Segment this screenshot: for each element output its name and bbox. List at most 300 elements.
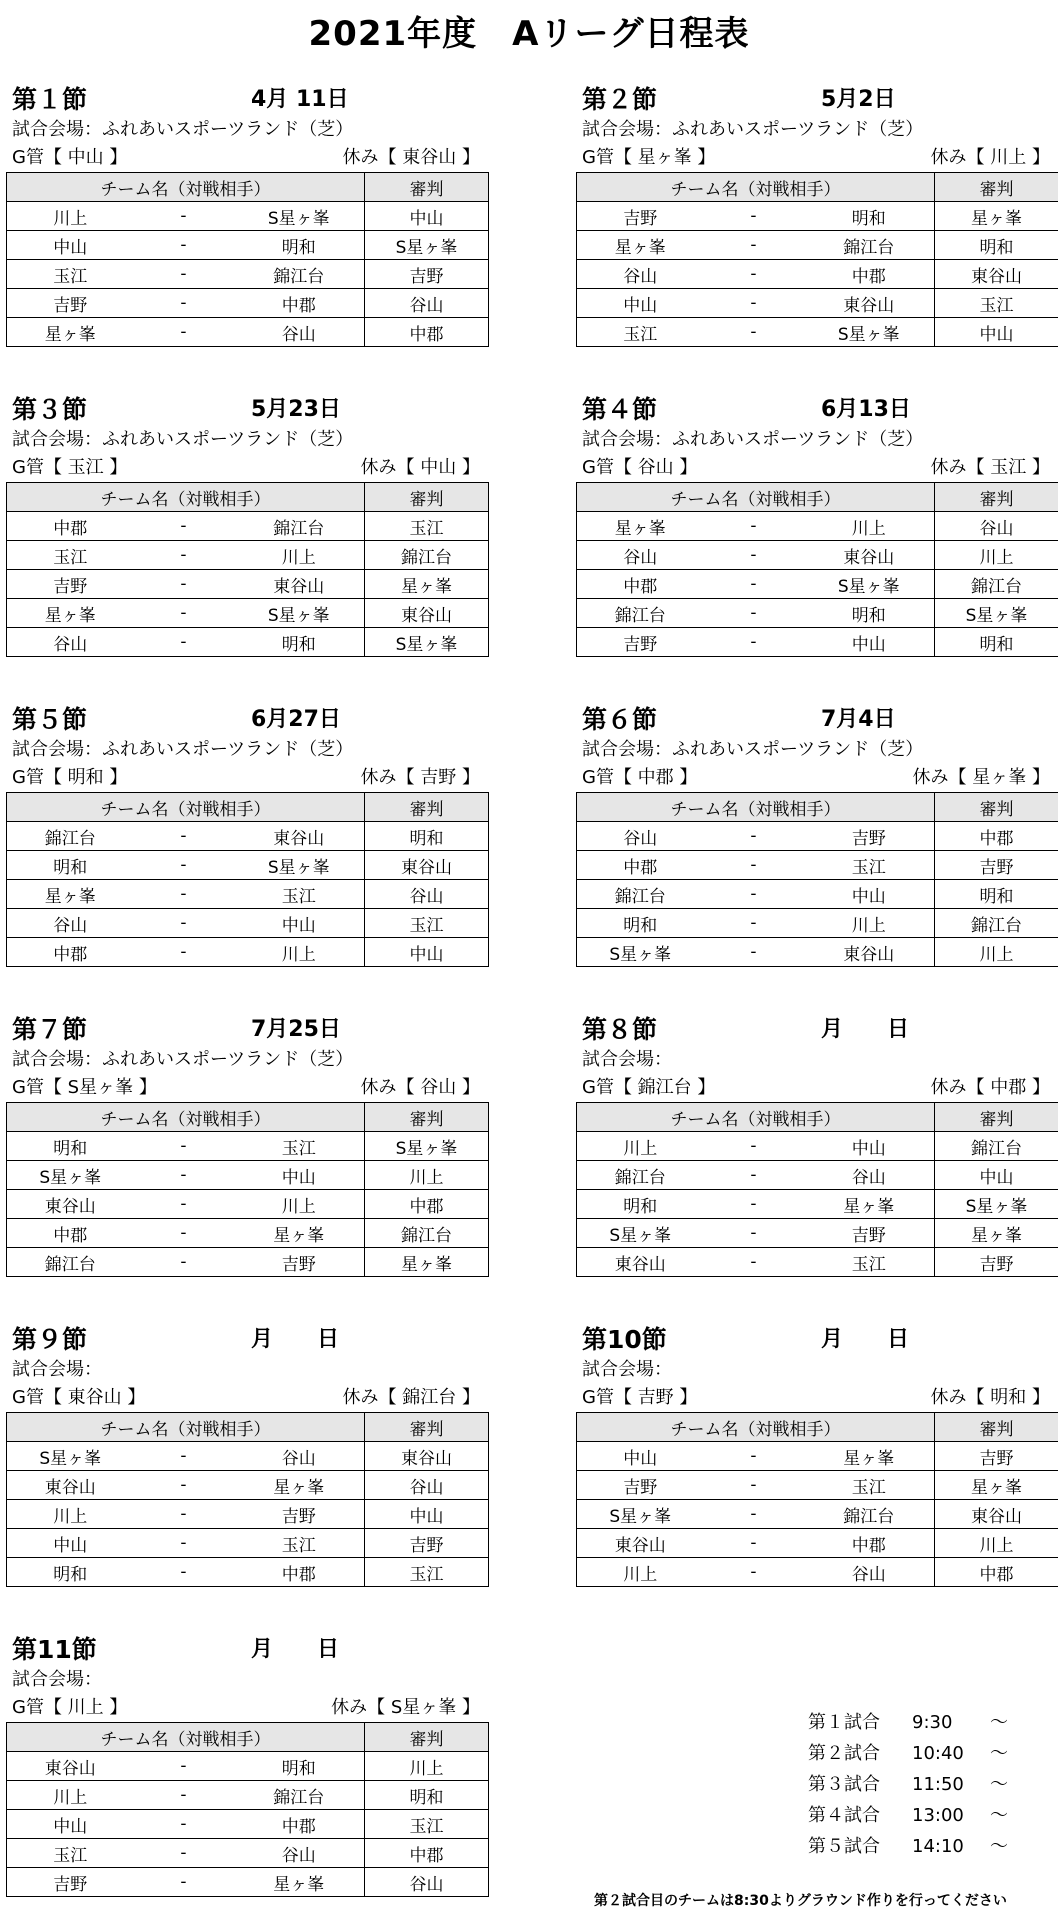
table-header-row bbox=[577, 173, 1058, 202]
table-header-row bbox=[7, 1723, 489, 1752]
round-date: 6月27日 bbox=[251, 707, 341, 732]
team-away: 谷山 bbox=[234, 318, 365, 347]
header-teams: チーム名（対戦相手） bbox=[7, 793, 365, 822]
team-home: 中山 bbox=[7, 1810, 134, 1839]
team-home: 錦江台 bbox=[577, 599, 704, 628]
team-away: 明和 bbox=[234, 231, 365, 260]
rest-team: 休み【 中山 】 bbox=[360, 457, 480, 478]
team-home: 明和 bbox=[577, 1190, 704, 1219]
team-home: 星ヶ峯 bbox=[7, 318, 134, 347]
round-name: 第７節 bbox=[12, 1015, 88, 1044]
referee: 明和 bbox=[935, 880, 1058, 909]
table-row bbox=[577, 541, 1058, 570]
referee: 中山 bbox=[365, 938, 489, 967]
table-row bbox=[577, 1161, 1058, 1190]
vs-dash: - bbox=[704, 1248, 804, 1277]
schedule-table bbox=[6, 1102, 489, 1277]
time-label: 第１試合 bbox=[808, 1712, 880, 1733]
time-label: 第５試合 bbox=[808, 1836, 880, 1857]
vs-dash: - bbox=[134, 1500, 234, 1529]
header-referee: 審判 bbox=[365, 173, 489, 202]
table-row bbox=[7, 851, 489, 880]
team-away: 川上 bbox=[234, 541, 365, 570]
schedule-table bbox=[576, 172, 1058, 347]
team-away: 星ヶ峯 bbox=[234, 1219, 365, 1248]
header-referee: 審判 bbox=[365, 1413, 489, 1442]
time-value: 14:10 bbox=[912, 1836, 964, 1857]
team-away: 中郡 bbox=[234, 289, 365, 318]
team-away: 明和 bbox=[234, 628, 365, 657]
team-home: 川上 bbox=[7, 1781, 134, 1810]
vs-dash: - bbox=[134, 202, 234, 231]
round-duty bbox=[6, 454, 488, 482]
header-teams: チーム名（対戦相手） bbox=[577, 1103, 935, 1132]
header-referee: 審判 bbox=[365, 793, 489, 822]
team-away: 玉江 bbox=[804, 851, 935, 880]
team-home: 吉野 bbox=[577, 1471, 704, 1500]
round-name: 第10節 bbox=[582, 1325, 667, 1354]
team-home: 星ヶ峯 bbox=[7, 880, 134, 909]
team-away: 明和 bbox=[804, 599, 935, 628]
table-row bbox=[577, 909, 1058, 938]
rest-team: 休み【 星ヶ峯 】 bbox=[912, 767, 1050, 788]
referee: 吉野 bbox=[935, 1248, 1058, 1277]
team-home: 明和 bbox=[7, 1132, 134, 1161]
time-tilde: ～ bbox=[990, 1774, 1008, 1795]
table-row bbox=[7, 512, 489, 541]
team-home: 吉野 bbox=[577, 628, 704, 657]
round-venue: 試合会場： bbox=[582, 1359, 672, 1380]
round-duty bbox=[6, 764, 488, 792]
table-row bbox=[7, 1219, 489, 1248]
time-tilde: ～ bbox=[990, 1805, 1008, 1826]
team-home: 中山 bbox=[577, 289, 704, 318]
ground-manager: G管【 吉野 】 bbox=[582, 1387, 698, 1408]
round-duty bbox=[576, 1384, 1058, 1412]
table-row bbox=[577, 202, 1058, 231]
vs-dash: - bbox=[704, 938, 804, 967]
table-row bbox=[577, 599, 1058, 628]
table-header-row bbox=[577, 1103, 1058, 1132]
vs-dash: - bbox=[134, 260, 234, 289]
referee: S星ヶ峯 bbox=[935, 1190, 1058, 1219]
vs-dash: - bbox=[704, 289, 804, 318]
time-value: 10:40 bbox=[912, 1743, 964, 1764]
team-away: 玉江 bbox=[804, 1471, 935, 1500]
table-row bbox=[577, 260, 1058, 289]
round-header bbox=[576, 1320, 1058, 1356]
team-away: 星ヶ峯 bbox=[804, 1190, 935, 1219]
vs-dash: - bbox=[704, 1161, 804, 1190]
referee: 中郡 bbox=[935, 822, 1058, 851]
team-away: S星ヶ峯 bbox=[804, 570, 935, 599]
table-row bbox=[577, 880, 1058, 909]
team-home: 谷山 bbox=[577, 260, 704, 289]
table-header-row bbox=[7, 1413, 489, 1442]
referee: 星ヶ峯 bbox=[935, 1471, 1058, 1500]
team-home: 錦江台 bbox=[7, 822, 134, 851]
table-row bbox=[7, 822, 489, 851]
rest-team: 休み【 中郡 】 bbox=[930, 1077, 1050, 1098]
round-name: 第４節 bbox=[582, 395, 658, 424]
vs-dash: - bbox=[134, 1529, 234, 1558]
time-label: 第３試合 bbox=[808, 1774, 880, 1795]
referee: 星ヶ峯 bbox=[935, 1219, 1058, 1248]
schedule-table bbox=[576, 1102, 1058, 1277]
vs-dash: - bbox=[704, 1219, 804, 1248]
round-name: 第６節 bbox=[582, 705, 658, 734]
header-referee: 審判 bbox=[935, 1413, 1058, 1442]
team-away: 中山 bbox=[804, 880, 935, 909]
table-row bbox=[7, 1442, 489, 1471]
vs-dash: - bbox=[134, 541, 234, 570]
rest-team: 休み【 東谷山 】 bbox=[342, 147, 480, 168]
round-block bbox=[6, 1010, 488, 1277]
round-block bbox=[6, 700, 488, 967]
team-away: 川上 bbox=[804, 909, 935, 938]
table-header-row bbox=[7, 793, 489, 822]
round-venue: 試合会場： bbox=[12, 1359, 102, 1380]
table-row bbox=[7, 1471, 489, 1500]
table-row bbox=[577, 822, 1058, 851]
round-venue: 試合会場：ふれあいスポーツランド（芝） bbox=[12, 429, 354, 450]
ground-manager: G管【 玉江 】 bbox=[12, 457, 128, 478]
round-duty bbox=[6, 1694, 488, 1722]
schedule-table bbox=[576, 1412, 1058, 1587]
ground-manager: G管【 星ヶ峯 】 bbox=[582, 147, 716, 168]
referee: 明和 bbox=[935, 231, 1058, 260]
team-away: 東谷山 bbox=[234, 570, 365, 599]
round-duty bbox=[576, 144, 1058, 172]
vs-dash: - bbox=[704, 202, 804, 231]
referee: 吉野 bbox=[935, 851, 1058, 880]
time-row bbox=[808, 1800, 1018, 1831]
schedule-table bbox=[576, 792, 1058, 967]
round-name: 第２節 bbox=[582, 85, 658, 114]
table-row bbox=[7, 1190, 489, 1219]
header-teams: チーム名（対戦相手） bbox=[7, 1103, 365, 1132]
team-home: 川上 bbox=[577, 1132, 704, 1161]
referee: S星ヶ峯 bbox=[365, 1132, 489, 1161]
round-block bbox=[6, 80, 488, 347]
rest-team: 休み【 S星ヶ峯 】 bbox=[331, 1697, 480, 1718]
team-home: 東谷山 bbox=[7, 1471, 134, 1500]
team-away: 東谷山 bbox=[804, 938, 935, 967]
vs-dash: - bbox=[134, 1752, 234, 1781]
time-row bbox=[808, 1738, 1018, 1769]
round-name: 第５節 bbox=[12, 705, 88, 734]
round-name: 第３節 bbox=[12, 395, 88, 424]
team-away: S星ヶ峯 bbox=[234, 202, 365, 231]
vs-dash: - bbox=[134, 1781, 234, 1810]
round-block bbox=[6, 390, 488, 657]
time-tilde: ～ bbox=[990, 1712, 1008, 1733]
team-home: 谷山 bbox=[7, 909, 134, 938]
team-home: 玉江 bbox=[7, 260, 134, 289]
referee: 中山 bbox=[365, 1500, 489, 1529]
round-venue: 試合会場：ふれあいスポーツランド（芝） bbox=[12, 119, 354, 140]
referee: 谷山 bbox=[365, 289, 489, 318]
referee: 明和 bbox=[935, 628, 1058, 657]
ground-manager: G管【 錦江台 】 bbox=[582, 1077, 716, 1098]
table-row bbox=[577, 1500, 1058, 1529]
table-row bbox=[7, 541, 489, 570]
schedule-table bbox=[6, 1412, 489, 1587]
vs-dash: - bbox=[704, 318, 804, 347]
table-row bbox=[577, 1248, 1058, 1277]
referee: 吉野 bbox=[935, 1442, 1058, 1471]
time-value: 11:50 bbox=[912, 1774, 964, 1795]
time-value: 13:00 bbox=[912, 1805, 964, 1826]
header-referee: 審判 bbox=[935, 483, 1058, 512]
round-date: 月 日 bbox=[821, 1017, 910, 1042]
vs-dash: - bbox=[704, 1500, 804, 1529]
vs-dash: - bbox=[134, 1839, 234, 1868]
team-away: 星ヶ峯 bbox=[234, 1868, 365, 1897]
team-away: 吉野 bbox=[804, 822, 935, 851]
round-duty bbox=[6, 144, 488, 172]
table-row bbox=[7, 880, 489, 909]
team-away: 中郡 bbox=[804, 1529, 935, 1558]
vs-dash: - bbox=[704, 1442, 804, 1471]
team-home: 東谷山 bbox=[577, 1529, 704, 1558]
round-block bbox=[576, 1320, 1058, 1587]
table-row bbox=[577, 1471, 1058, 1500]
schedule-table bbox=[576, 482, 1058, 657]
vs-dash: - bbox=[134, 289, 234, 318]
team-home: 中郡 bbox=[7, 938, 134, 967]
team-away: 明和 bbox=[804, 202, 935, 231]
vs-dash: - bbox=[134, 599, 234, 628]
team-away: 吉野 bbox=[234, 1248, 365, 1277]
referee: 中郡 bbox=[365, 318, 489, 347]
team-home: 吉野 bbox=[7, 1868, 134, 1897]
table-header-row bbox=[7, 483, 489, 512]
team-away: 川上 bbox=[234, 1190, 365, 1219]
time-row bbox=[808, 1707, 1018, 1738]
team-away: S星ヶ峯 bbox=[804, 318, 935, 347]
team-away: 錦江台 bbox=[234, 1781, 365, 1810]
referee: 中山 bbox=[935, 1161, 1058, 1190]
ground-manager: G管【 S星ヶ峯 】 bbox=[12, 1077, 157, 1098]
team-home: 東谷山 bbox=[7, 1190, 134, 1219]
header-referee: 審判 bbox=[935, 1103, 1058, 1132]
table-row bbox=[577, 1442, 1058, 1471]
team-home: 川上 bbox=[7, 1500, 134, 1529]
table-header-row bbox=[577, 1413, 1058, 1442]
round-name: 第９節 bbox=[12, 1325, 88, 1354]
team-away: 中郡 bbox=[804, 260, 935, 289]
referee: 中山 bbox=[935, 318, 1058, 347]
page-title: 2021年度 Aリーグ日程表 bbox=[308, 14, 750, 54]
round-block bbox=[576, 700, 1058, 967]
round-duty bbox=[576, 454, 1058, 482]
team-away: 吉野 bbox=[234, 1500, 365, 1529]
vs-dash: - bbox=[134, 318, 234, 347]
round-header bbox=[576, 1010, 1058, 1046]
round-venue: 試合会場：ふれあいスポーツランド（芝） bbox=[12, 1049, 354, 1070]
team-away: 谷山 bbox=[234, 1839, 365, 1868]
team-home: 川上 bbox=[577, 1558, 704, 1587]
team-away: 玉江 bbox=[234, 1529, 365, 1558]
team-away: 玉江 bbox=[234, 880, 365, 909]
round-duty bbox=[6, 1074, 488, 1102]
team-away: S星ヶ峯 bbox=[234, 851, 365, 880]
table-row bbox=[7, 1248, 489, 1277]
team-home: 中山 bbox=[577, 1442, 704, 1471]
vs-dash: - bbox=[704, 512, 804, 541]
table-row bbox=[577, 1529, 1058, 1558]
vs-dash: - bbox=[134, 938, 234, 967]
team-home: 中郡 bbox=[7, 512, 134, 541]
table-row bbox=[7, 260, 489, 289]
referee: 東谷山 bbox=[365, 1442, 489, 1471]
referee: 中山 bbox=[365, 202, 489, 231]
time-tilde: ～ bbox=[990, 1836, 1008, 1857]
ground-manager: G管【 中郡 】 bbox=[582, 767, 698, 788]
table-row bbox=[577, 1558, 1058, 1587]
round-venue: 試合会場：ふれあいスポーツランド（芝） bbox=[582, 739, 924, 760]
round-date: 7月25日 bbox=[251, 1017, 341, 1042]
referee: 谷山 bbox=[365, 1868, 489, 1897]
table-row bbox=[7, 202, 489, 231]
header-teams: チーム名（対戦相手） bbox=[7, 1723, 365, 1752]
table-row bbox=[577, 1190, 1058, 1219]
rest-team: 休み【 明和 】 bbox=[930, 1387, 1050, 1408]
round-header bbox=[576, 390, 1058, 426]
referee: 川上 bbox=[935, 938, 1058, 967]
team-away: 吉野 bbox=[804, 1219, 935, 1248]
team-home: 中郡 bbox=[577, 851, 704, 880]
team-away: 中山 bbox=[234, 1161, 365, 1190]
table-row bbox=[7, 570, 489, 599]
referee: 玉江 bbox=[365, 909, 489, 938]
referee: 明和 bbox=[365, 822, 489, 851]
team-home: 東谷山 bbox=[7, 1752, 134, 1781]
table-row bbox=[577, 1219, 1058, 1248]
table-header-row bbox=[577, 793, 1058, 822]
round-venue: 試合会場： bbox=[582, 1049, 672, 1070]
time-tilde: ～ bbox=[990, 1743, 1008, 1764]
team-away: 中郡 bbox=[234, 1558, 365, 1587]
referee: 錦江台 bbox=[935, 1132, 1058, 1161]
team-away: 中郡 bbox=[234, 1810, 365, 1839]
referee: 川上 bbox=[365, 1752, 489, 1781]
referee: S星ヶ峯 bbox=[935, 599, 1058, 628]
header-teams: チーム名（対戦相手） bbox=[577, 483, 935, 512]
team-away: 谷山 bbox=[804, 1558, 935, 1587]
schedule-table bbox=[6, 792, 489, 967]
team-away: 東谷山 bbox=[804, 289, 935, 318]
referee: 中郡 bbox=[935, 1558, 1058, 1587]
referee: 川上 bbox=[365, 1161, 489, 1190]
round-block bbox=[576, 1010, 1058, 1277]
table-row bbox=[7, 1558, 489, 1587]
team-away: 谷山 bbox=[234, 1442, 365, 1471]
round-date: 5月2日 bbox=[821, 87, 896, 112]
table-row bbox=[577, 938, 1058, 967]
referee: 玉江 bbox=[365, 1810, 489, 1839]
table-row bbox=[7, 628, 489, 657]
vs-dash: - bbox=[704, 822, 804, 851]
team-home: 玉江 bbox=[7, 1839, 134, 1868]
round-header bbox=[6, 1320, 488, 1356]
referee: 東谷山 bbox=[365, 851, 489, 880]
team-away: 明和 bbox=[234, 1752, 365, 1781]
vs-dash: - bbox=[134, 1810, 234, 1839]
referee: 東谷山 bbox=[935, 1500, 1058, 1529]
referee: 川上 bbox=[935, 541, 1058, 570]
vs-dash: - bbox=[704, 909, 804, 938]
vs-dash: - bbox=[134, 1248, 234, 1277]
team-home: 星ヶ峯 bbox=[577, 512, 704, 541]
round-header bbox=[576, 80, 1058, 116]
vs-dash: - bbox=[134, 1219, 234, 1248]
round-date: 5月23日 bbox=[251, 397, 341, 422]
team-away: 川上 bbox=[234, 938, 365, 967]
ground-manager: G管【 中山 】 bbox=[12, 147, 128, 168]
vs-dash: - bbox=[704, 599, 804, 628]
table-row bbox=[7, 289, 489, 318]
referee: 星ヶ峯 bbox=[365, 570, 489, 599]
team-home: 明和 bbox=[577, 909, 704, 938]
referee: 吉野 bbox=[365, 1529, 489, 1558]
referee: 谷山 bbox=[365, 880, 489, 909]
table-row bbox=[7, 1132, 489, 1161]
round-date: 月 日 bbox=[251, 1637, 340, 1662]
team-home: S星ヶ峯 bbox=[577, 1500, 704, 1529]
team-home: S星ヶ峯 bbox=[7, 1161, 134, 1190]
referee: 谷山 bbox=[365, 1471, 489, 1500]
team-away: 星ヶ峯 bbox=[804, 1442, 935, 1471]
team-home: 中郡 bbox=[577, 570, 704, 599]
rest-team: 休み【 錦江台 】 bbox=[342, 1387, 480, 1408]
referee: 錦江台 bbox=[935, 570, 1058, 599]
team-home: 錦江台 bbox=[577, 880, 704, 909]
round-header bbox=[6, 700, 488, 736]
vs-dash: - bbox=[134, 1471, 234, 1500]
rest-team: 休み【 吉野 】 bbox=[360, 767, 480, 788]
vs-dash: - bbox=[134, 1132, 234, 1161]
referee: 明和 bbox=[365, 1781, 489, 1810]
referee: 中郡 bbox=[365, 1190, 489, 1219]
vs-dash: - bbox=[704, 1132, 804, 1161]
team-away: 東谷山 bbox=[804, 541, 935, 570]
table-row bbox=[7, 1752, 489, 1781]
team-home: 中山 bbox=[7, 1529, 134, 1558]
round-date: 4月 11日 bbox=[251, 87, 349, 112]
table-row bbox=[7, 909, 489, 938]
round-date: 6月13日 bbox=[821, 397, 911, 422]
round-header bbox=[6, 1010, 488, 1046]
table-row bbox=[577, 231, 1058, 260]
vs-dash: - bbox=[704, 570, 804, 599]
table-row bbox=[577, 851, 1058, 880]
round-venue: 試合会場：ふれあいスポーツランド（芝） bbox=[582, 429, 924, 450]
vs-dash: - bbox=[704, 628, 804, 657]
header-teams: チーム名（対戦相手） bbox=[7, 173, 365, 202]
round-duty bbox=[6, 1384, 488, 1412]
table-header-row bbox=[7, 173, 489, 202]
team-home: 玉江 bbox=[577, 318, 704, 347]
vs-dash: - bbox=[134, 1442, 234, 1471]
team-away: 中山 bbox=[804, 628, 935, 657]
vs-dash: - bbox=[704, 1190, 804, 1219]
rest-team: 休み【 川上 】 bbox=[930, 147, 1050, 168]
referee: 錦江台 bbox=[935, 909, 1058, 938]
team-home: 星ヶ峯 bbox=[7, 599, 134, 628]
team-home: 中山 bbox=[7, 231, 134, 260]
